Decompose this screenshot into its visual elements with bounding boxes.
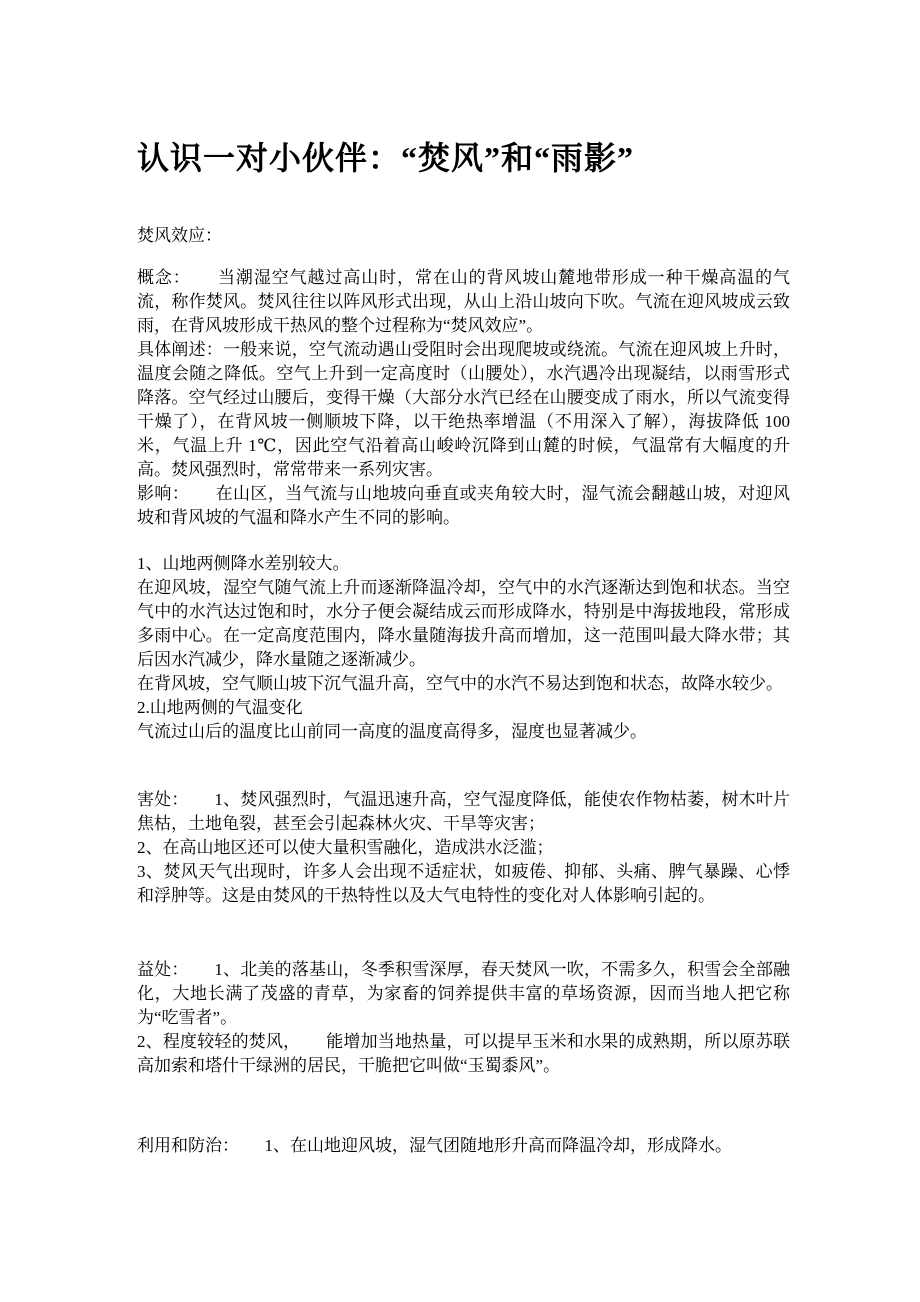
paragraph-harm-1: 害处： 1、焚风强烈时，气温迅速升高，空气湿度降低，能使农作物枯萎，树木叶片焦枯，土地龟裂，甚至会引起森林火灾、干旱等灾害； <box>137 789 790 833</box>
paragraph-point2-heading: 2.山地两侧的气温变化 <box>137 697 303 717</box>
paragraph-benefit-1: 益处： 1、北美的落基山，冬季积雪深厚，春天焚风一吹，不需多久，积雪会全部融化，大地长满了茂盛的青草，为家畜的饲养提供丰富的草场资源，因而当地人把它称为“吃雪者”。 <box>137 959 790 1027</box>
paragraph-windward-slope: 在迎风坡，湿空气随气流上升而逐渐降温冷却，空气中的水汽逐渐达到饱和状态。当空气中的水汽达过饱和时，水分子便会凝结成云而形成降水，特别是中海拔地段，常形成多雨中心。在一定高度范围内，降水量随海拔升高而增加，这一范围叫最大降水带；其后因水汽减少，降水量随之逐渐减少。 <box>137 577 790 669</box>
paragraph-leeward-slope: 在背风坡，空气顺山坡下沉气温升高，空气中的水汽不易达到饱和状态，故降水较少。 <box>137 673 783 693</box>
paragraph-influence: 影响： 在山区，当气流与山地坡向垂直或夹角较大时，湿气流会翻越山坡，对迎风坡和背风坡的气温和降水产生不同的影响。 <box>137 483 790 527</box>
paragraph-utilization-prevention: 利用和防治： 1、在山地迎风坡，湿气团随地形升高而降温冷却，形成降水。 <box>137 1135 732 1155</box>
paragraph-concept: 概念： 当潮湿空气越过高山时，常在山的背风坡山麓地带形成一种干燥高温的气流，称作焚风。焚风往往以阵风形式出现，从山上沿山坡向下吹。气流在迎风坡成云致雨，在背风坡形成干热风的整个过程称为“焚风效应”。 <box>137 267 790 335</box>
paragraph-foehn-effect-label: 焚风效应： <box>137 225 222 245</box>
paragraph-temperature-change: 气流过山后的温度比山前同一高度的温度高得多，湿度也显著减少。 <box>137 721 647 741</box>
paragraph-point1-heading: 1、山地两侧降水差别较大。 <box>137 553 350 573</box>
paragraph-harm-2: 2、在高山地区还可以使大量积雪融化，造成洪水泛滥； <box>137 837 554 857</box>
document-title: 认识一对小伙伴：“焚风”和“雨影” <box>137 140 635 176</box>
paragraph-benefit-2: 2、程度较轻的焚风， 能增加当地热量，可以提早玉米和水果的成熟期，所以原苏联高加索和塔什干绿洲的居民，干脆把它叫做“玉蜀黍风”。 <box>137 1031 790 1075</box>
paragraph-elaboration: 具体阐述：一般来说，空气流动遇山受阻时会出现爬坡或绕流。气流在迎风坡上升时，温度会随之降低。空气上升到一定高度时（山腰处），水汽遇冷出现凝结，以雨雪形式降落。空气经过山腰后，变得干燥（大部分水汽已经在山腰变成了雨水，所以气流变得干燥了），在背风坡一侧顺坡下降，以干绝热率增温（不用深入了解），海拔降低 100 米，气温上升 1℃，因此空气沿着高山峻岭沉降到山麓的时候，气温常有大幅度的升高。焚风强烈时，常常带来一系列灾害。 <box>137 339 790 479</box>
paragraph-harm-3: 3、焚风天气出现时，许多人会出现不适症状，如疲倦、抑郁、头痛、脾气暴躁、心悸和浮肿等。这是由焚风的干热特性以及大气电特性的变化对人体影响引起的。 <box>137 861 790 905</box>
